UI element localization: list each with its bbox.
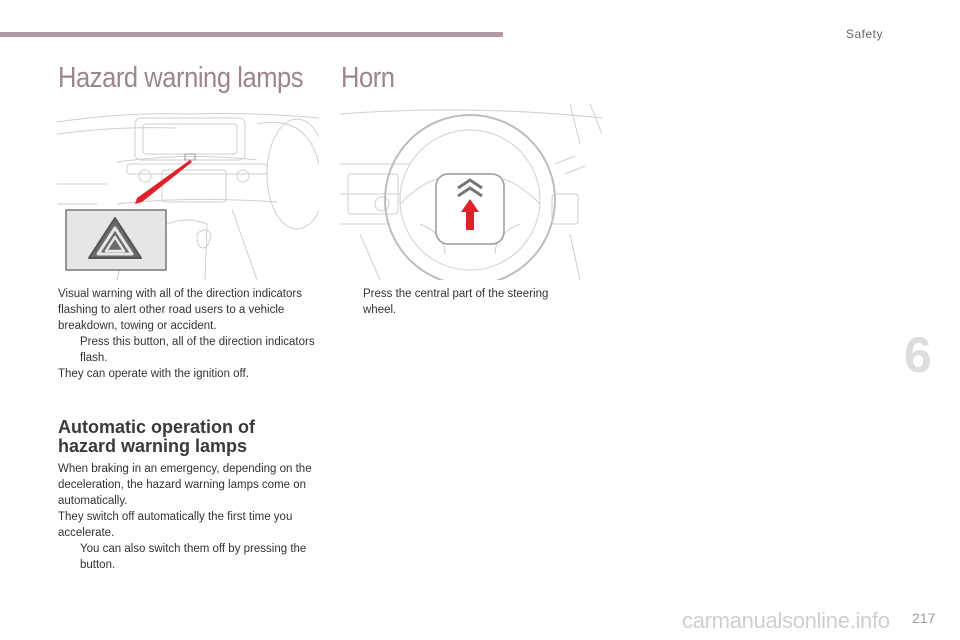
page-number: 217 xyxy=(912,610,936,626)
horn-description xyxy=(341,286,581,318)
automatic-bullet xyxy=(58,541,320,573)
hazard-dashboard-illustration xyxy=(57,104,319,280)
automatic-heading-line2: hazard warning lamps xyxy=(58,436,248,456)
header-bar xyxy=(0,32,503,37)
watermark: carmanualsonline.info xyxy=(682,608,890,633)
bullet-icon xyxy=(58,541,80,573)
bullet-icon xyxy=(58,334,80,366)
hazard-intro: Visual warning with all of the direction indicators flashing to alert other road users to a vehicle breakdown, towing or accident. xyxy=(58,288,302,332)
hazard-note: They can operate with the ignition off. xyxy=(58,368,249,380)
automatic-heading xyxy=(58,418,320,456)
section-label: Safety xyxy=(846,27,884,41)
horn-title: Horn xyxy=(341,62,395,94)
automatic-para2: They switch off automatically the first time you accelerate. xyxy=(58,511,293,539)
automatic-description xyxy=(58,461,320,573)
automatic-bullet-text: You can also switch them off by pressing the button. xyxy=(80,543,307,571)
hazard-description xyxy=(58,286,320,382)
hazard-bullet xyxy=(58,334,320,366)
chapter-number: 6 xyxy=(904,327,932,383)
steering-wheel-illustration xyxy=(340,104,602,280)
bullet-icon xyxy=(341,286,363,318)
horn-bullet xyxy=(341,286,581,318)
hazard-title: Hazard warning lamps xyxy=(58,62,304,94)
horn-bullet-text: Press the central part of the steering wheel. xyxy=(363,288,549,316)
automatic-para1: When braking in an emergency, depending on the deceleration, the hazard warning lamps come on automatically. xyxy=(58,463,312,507)
hazard-bullet-text: Press this button, all of the direction indicators flash. xyxy=(80,336,315,364)
automatic-heading-line1: Automatic operation of xyxy=(58,417,255,437)
